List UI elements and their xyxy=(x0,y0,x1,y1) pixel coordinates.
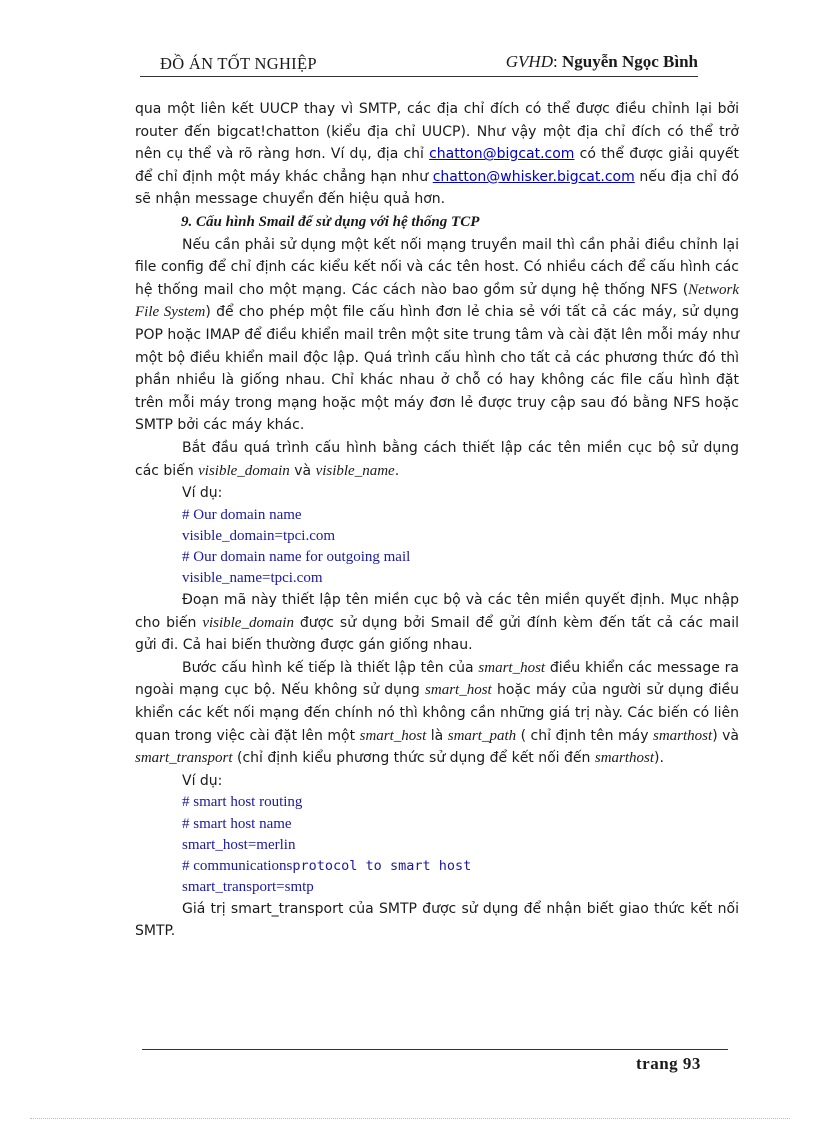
paragraph-uucp xyxy=(135,98,739,211)
variable-name: smart_path xyxy=(447,727,517,744)
text-run: Bước cấu hình kế tiếp là thiết lập tên của xyxy=(182,659,479,676)
code-line: # smart host routing xyxy=(182,794,303,811)
page-header xyxy=(140,48,698,77)
email-link-chatton-whisker[interactable]: chatton@whisker.bigcat.com xyxy=(432,168,635,185)
code-line: # Our domain name xyxy=(182,506,302,523)
text-run: ) để cho phép một file cấu hình đơn lẻ chia sẻ với tất cả các máy, sử dụng POP hoặc IMAP để điều khiển mail trên một site trung tâm và cài đặt lên mỗi máy như một bộ điều khiển mail độc lập. Quá trình cấu hình cho tất cả các phương thức đó thì phần nhiều là giống nhau. Chỉ khác nhau ở chỗ có hay không các file cấu hình đặt trên mỗi máy trong mạng hoặc một máy đơn lẻ được truy cập sau đó bằng NFS hoặc SMTP bởi các máy khác. xyxy=(135,304,740,434)
variable-name: smarthost xyxy=(653,727,713,744)
paragraph-network-config xyxy=(135,234,739,437)
code-line: visible_name=tpci.com xyxy=(182,569,323,586)
code-line: # smart host name xyxy=(182,815,292,832)
code-fragment-mono: protocol to smart host xyxy=(292,857,472,874)
text-run: qua một liên kết UUCP thay vì SMTP, các địa chỉ đích có thể được điều chỉnh lại bởi router đến bigcat!chatton (kiểu địa chỉ UUCP). Như vậy một địa chỉ đích có thể trở nên cụ thể và rõ ràng hơn. Ví dụ, địa chỉ xyxy=(135,101,739,163)
variable-name: visible_domain xyxy=(202,614,294,631)
code-line xyxy=(182,856,739,877)
text-run: ). xyxy=(654,750,664,767)
variable-name: visible_domain xyxy=(198,462,290,479)
code-block-smart-host xyxy=(135,792,739,897)
variable-name: smarthost xyxy=(594,750,655,767)
code-fragment: # communications xyxy=(182,857,293,874)
email-link-chatton-bigcat[interactable]: chatton@bigcat.com xyxy=(429,146,575,163)
footer-divider xyxy=(142,1049,728,1050)
text-run: . xyxy=(394,462,400,479)
code-line: visible_domain=tpci.com xyxy=(182,527,336,544)
text-run: Nếu cần phải sử dụng một kết nối mạng truyền mail thì cần phải điều chỉnh lại file config để chỉ định các kiểu kết nối và các tên host. Có nhiều cách để cấu hình các hệ thống mail cho một mạng. Các cách nào bao gồm sử dụng hệ thống NFS ( xyxy=(135,236,739,298)
header-supervisor xyxy=(506,52,698,72)
paragraph-smart-host xyxy=(135,657,739,770)
example-label: Ví dụ: xyxy=(182,772,223,789)
paragraph-domain-explanation xyxy=(135,589,739,657)
variable-name: smart_host xyxy=(425,682,492,699)
text-run: điều khiển các message ra ngoài mạng cục bộ. Nếu không sử dụng xyxy=(135,659,739,699)
section-heading: 9. Cấu hình Smail để sử dụng với hệ thống TCP xyxy=(181,213,480,230)
page-content xyxy=(135,98,739,943)
code-line: smart_host=merlin xyxy=(182,836,296,853)
text-run: được sử dụng bởi Smail để gửi đính kèm đến tất cả các mail gửi đi. Cả hai biến thường được gán giống nhau. xyxy=(135,614,739,654)
variable-name: smart_transport xyxy=(135,750,233,767)
text-run: ( chỉ định tên máy xyxy=(516,727,653,744)
code-line: smart_transport=smtp xyxy=(182,878,314,895)
header-supervisor-label: GVHD xyxy=(505,52,553,71)
variable-name: smart_host xyxy=(359,727,427,744)
code-block-domain xyxy=(135,505,739,589)
variable-name: smart_host xyxy=(478,659,546,676)
text-run: Đoạn mã này thiết lập tên miền cục bộ và các tên miền quyết định. Mục nhập cho biến xyxy=(135,592,739,631)
text-run: (chỉ định kiểu phương thức sử dụng để kết nối đến xyxy=(232,750,595,767)
text-run: và xyxy=(289,462,316,479)
text-run: là xyxy=(426,727,448,744)
header-title: ĐỒ ÁN TỐT NGHIỆP xyxy=(160,54,317,73)
header-supervisor-name: Nguyễn Ngọc Bình xyxy=(561,52,698,71)
text-run: hoặc máy của người sử dụng điều khiển các kết nối mạng đến chính nó thì không cần những giá trị này. Các biến có liên quan trong việc cài đặt lên một xyxy=(135,682,739,744)
text-italic: Network File System xyxy=(135,281,739,321)
paragraph-local-domain xyxy=(135,437,739,482)
page-bottom-border xyxy=(30,1118,790,1119)
text-run: Bắt đầu quá trình cấu hình bằng cách thiết lập các tên miền cục bộ sử dụng các biến xyxy=(135,439,739,479)
text-run: có thể được giải quyết để chỉ định một máy khác chẳng hạn như xyxy=(135,146,739,185)
text-run: ) và xyxy=(712,727,740,744)
paragraph-smart-transport: Giá trị smart_transport của SMTP được sử dụng để nhận biết giao thức kết nối SMTP. xyxy=(135,900,739,940)
page-number: trang 93 xyxy=(636,1054,701,1073)
code-line: # Our domain name for outgoing mail xyxy=(182,548,411,565)
variable-name: visible_name xyxy=(315,462,395,479)
text-run: nếu địa chỉ đó sẽ nhận message chuyển đến hiệu quả hơn. xyxy=(135,168,739,208)
header-separator: : xyxy=(552,52,562,71)
example-label: Ví dụ: xyxy=(182,485,223,502)
